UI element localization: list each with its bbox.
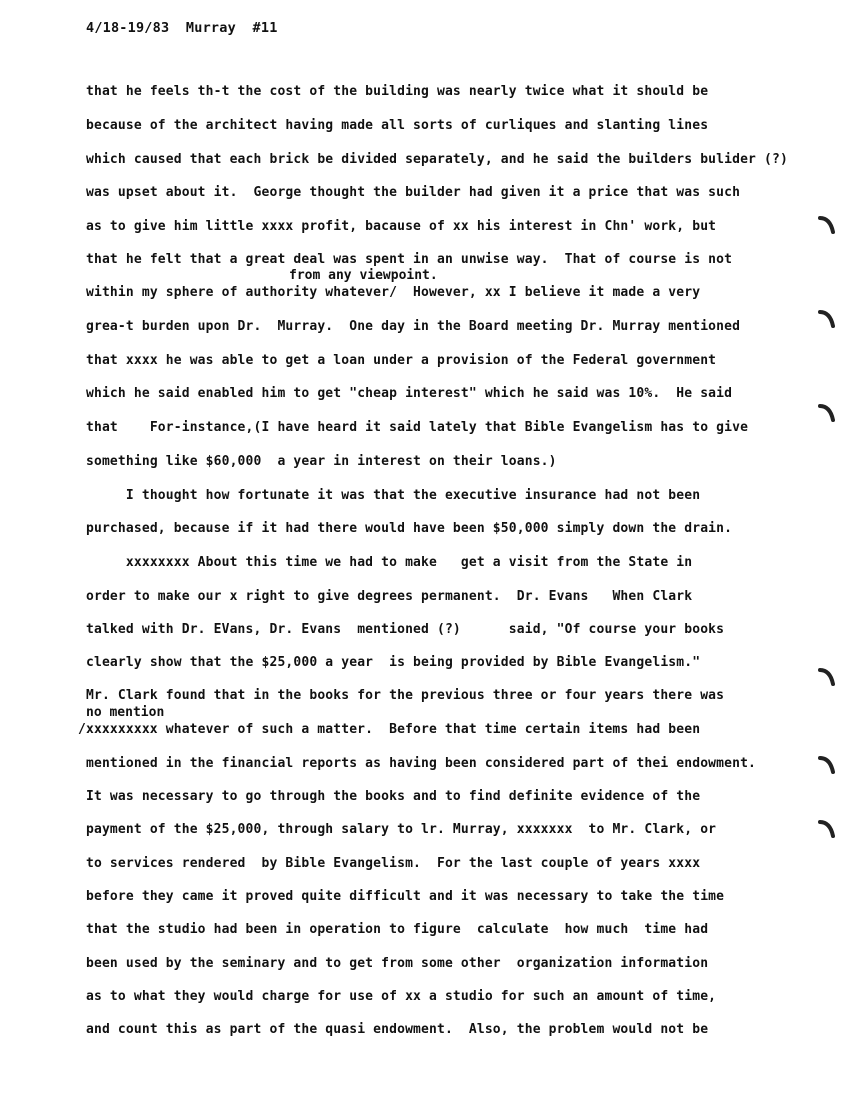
text-line: that he feels th-t the cost of the building was nearly twice what it should be bbox=[86, 84, 709, 99]
text-line: that the studio had been in operation to figure calculate how much time had bbox=[86, 922, 709, 937]
text-line: that For-instance,(I have heard it said lately that Bible Evangelism has to give bbox=[86, 420, 749, 435]
text-line: that xxxx he was able to get a loan under a provision of the Federal government bbox=[86, 353, 717, 368]
binder-hole-mark bbox=[818, 308, 836, 330]
text-line: grea-t burden upon Dr. Murray. One day in the Board meeting Dr. Murray mentioned bbox=[86, 319, 741, 334]
text-line: mentioned in the financial reports as having been considered part of thei endowment. bbox=[86, 756, 757, 771]
page-header: 4/18-19/83 Murray #11 bbox=[86, 20, 278, 36]
binder-hole-mark bbox=[818, 754, 836, 776]
text-line: order to make our x right to give degrees permanent. Dr. Evans When Clark bbox=[86, 589, 693, 604]
binder-hole-mark bbox=[818, 402, 836, 424]
binder-hole-mark bbox=[818, 666, 836, 688]
text-line: which he said enabled him to get "cheap interest" which he said was 10%. He said bbox=[86, 386, 733, 401]
text-line: /xxxxxxxxx whatever of such a matter. Before that time certain items had been bbox=[78, 722, 701, 737]
binder-hole-mark bbox=[818, 214, 836, 236]
text-line: xxxxxxxx About this time we had to make get a visit from the State in bbox=[86, 555, 693, 570]
text-line: before they came it proved quite difficult and it was necessary to take the time bbox=[86, 889, 725, 904]
text-line: which caused that each brick be divided separately, and he said the builders bulider (?) bbox=[86, 152, 788, 167]
text-line: that he felt that a great deal was spent in an unwise way. That of course is not bbox=[86, 252, 733, 267]
text-line: I thought how fortunate it was that the executive insurance had not been bbox=[86, 488, 701, 503]
text-line: to services rendered by Bible Evangelism. For the last couple of years xxxx bbox=[86, 856, 701, 871]
text-line: purchased, because if it had there would have been $50,000 simply down the drain. bbox=[86, 521, 733, 536]
text-line: It was necessary to go through the books and to find definite evidence of the bbox=[86, 789, 701, 804]
handwritten-insertion: from any viewpoint. bbox=[289, 268, 438, 283]
text-line: as to what they would charge for use of xx a studio for such an amount of time, bbox=[86, 989, 717, 1004]
text-line: something like $60,000 a year in interest on their loans.) bbox=[86, 454, 557, 469]
text-line: payment of the $25,000, through salary to lr. Murray, xxxxxxx to Mr. Clark, or bbox=[86, 822, 717, 837]
text-line: within my sphere of authority whatever/ However, xx I believe it made a very bbox=[86, 285, 701, 300]
text-line: clearly show that the $25,000 a year is being provided by Bible Evangelism." bbox=[86, 655, 701, 670]
text-line: talked with Dr. EVans, Dr. Evans mentioned (?) said, "Of course your books bbox=[86, 622, 725, 637]
text-line: because of the architect having made all sorts of curliques and slanting lines bbox=[86, 118, 709, 133]
text-line: was upset about it. George thought the builder had given it a price that was such bbox=[86, 185, 741, 200]
text-line: Mr. Clark found that in the books for the previous three or four years there was bbox=[86, 688, 725, 703]
text-line: and count this as part of the quasi endowment. Also, the problem would not be bbox=[86, 1022, 709, 1037]
binder-hole-mark bbox=[818, 818, 836, 840]
text-line: been used by the seminary and to get from some other organization information bbox=[86, 956, 709, 971]
handwritten-insertion: no mention bbox=[86, 705, 165, 720]
text-line: as to give him little xxxx profit, bacause of xx his interest in Chn' work, but bbox=[86, 219, 717, 234]
